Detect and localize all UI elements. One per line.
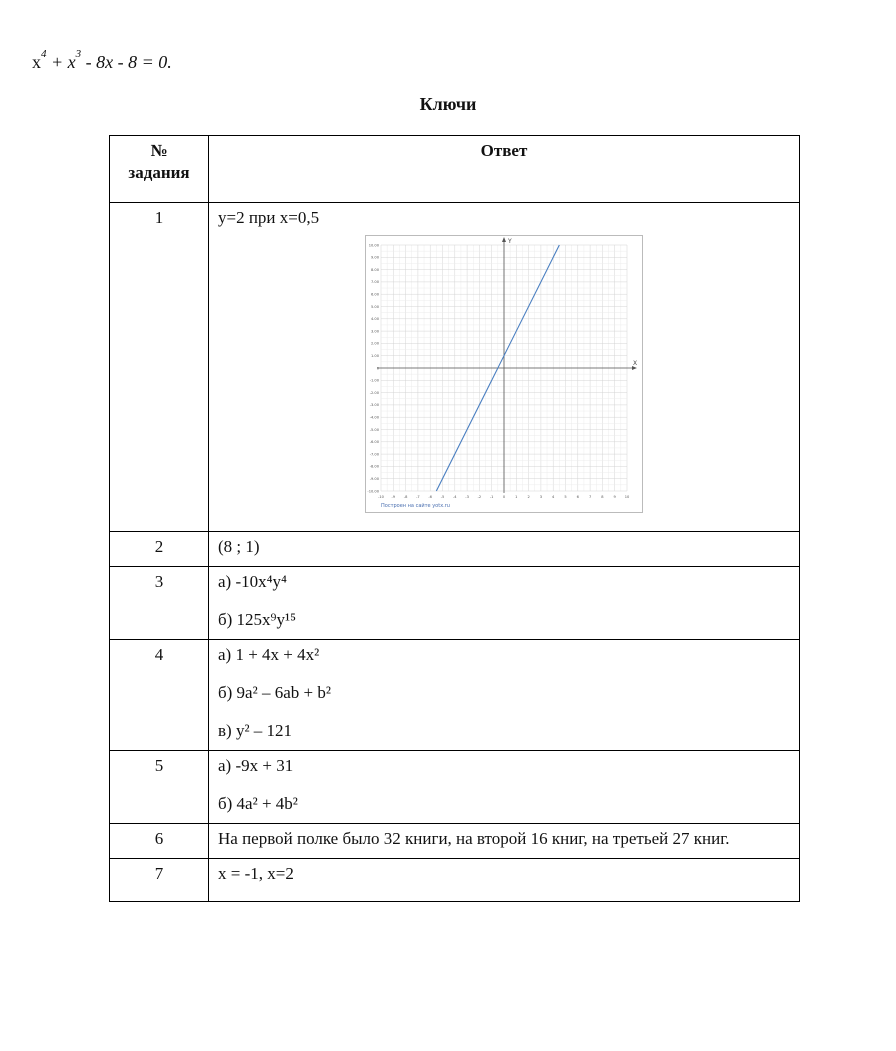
x-tick-label: -6 bbox=[428, 495, 432, 499]
x-tick-label: -4 bbox=[453, 495, 457, 499]
equation bbox=[32, 48, 172, 73]
answer-line: б) 125x⁹y¹⁵ bbox=[218, 610, 297, 629]
y-tick-label: 2.00 bbox=[370, 341, 379, 346]
y-tick-label: -1.00 bbox=[369, 378, 379, 383]
y-tick-label: -8.00 bbox=[369, 464, 379, 469]
x-tick-label: -1 bbox=[489, 495, 494, 499]
answer-line: На первой полке было 32 книги, на второй 16 книг, на третьей 27 книг. bbox=[218, 829, 730, 848]
table-header-row bbox=[110, 136, 800, 203]
eq-exp: 4 bbox=[41, 48, 47, 60]
table-row bbox=[110, 824, 800, 859]
x-tick-label: -10 bbox=[378, 495, 384, 499]
row-number: 3 bbox=[110, 567, 209, 640]
row-number: 7 bbox=[110, 859, 209, 902]
y-tick-label: -9.00 bbox=[369, 477, 379, 481]
y-tick-label: 3.00 bbox=[370, 329, 379, 334]
table-row bbox=[110, 567, 800, 640]
y-tick-label: -2.00 bbox=[369, 390, 379, 395]
eq-exp: 3 bbox=[75, 48, 82, 60]
answer-line: в) y² – 121 bbox=[218, 721, 293, 740]
table-row bbox=[110, 751, 800, 824]
x-tick-label: -5 bbox=[440, 495, 445, 499]
eq-part: - 8x - 8 = 0. bbox=[81, 52, 172, 72]
row-answer bbox=[209, 203, 800, 532]
x-tick-label: 7 bbox=[588, 495, 592, 499]
answer-line: а) -9x + 31 bbox=[218, 756, 294, 775]
header-answer: Ответ bbox=[209, 136, 800, 203]
row-answer bbox=[209, 532, 800, 567]
x-tick-label: 3 bbox=[539, 495, 543, 499]
header-number: № задания bbox=[110, 136, 209, 203]
x-tick-label: 10 bbox=[624, 495, 630, 499]
x-tick-label: -3 bbox=[465, 495, 469, 499]
y-tick-label: -10.00 bbox=[367, 489, 379, 494]
x-tick-label: -8 bbox=[403, 495, 408, 499]
table-row bbox=[110, 532, 800, 567]
answer-line: x = -1, x=2 bbox=[218, 864, 294, 883]
x-axis-label: X bbox=[633, 360, 638, 367]
row-number: 1 bbox=[110, 203, 209, 532]
eq-part: x bbox=[32, 52, 41, 72]
table-row bbox=[110, 640, 800, 751]
y-tick-label: 6.00 bbox=[370, 292, 379, 297]
row-answer bbox=[209, 824, 800, 859]
row-number: 4 bbox=[110, 640, 209, 751]
row-answer bbox=[209, 640, 800, 751]
answer-line: б) 4a² + 4b² bbox=[218, 794, 298, 813]
row-number: 5 bbox=[110, 751, 209, 824]
table-row bbox=[110, 859, 800, 902]
answer-line: а) -10x⁴y⁴ bbox=[218, 572, 287, 591]
answers-table bbox=[109, 135, 800, 902]
row-answer bbox=[209, 567, 800, 640]
y-tick-label: 1.00 bbox=[370, 354, 379, 358]
y-axis-label: Y bbox=[508, 238, 512, 245]
x-tick-label: 9 bbox=[613, 495, 616, 499]
x-tick-label: 8 bbox=[601, 495, 604, 499]
y-tick-label: -7.00 bbox=[369, 452, 379, 457]
row-answer bbox=[209, 751, 800, 824]
answer-line: а) 1 + 4x + 4x² bbox=[218, 645, 320, 664]
row-number: 2 bbox=[110, 532, 209, 567]
y-tick-label: 9.00 bbox=[370, 255, 379, 260]
row-answer bbox=[209, 859, 800, 902]
y-tick-label: 4.00 bbox=[370, 317, 379, 322]
graph-footer: Построен на сайте yotx.ru bbox=[381, 503, 450, 509]
x-tick-label: -7 bbox=[416, 495, 420, 499]
page-title: Ключи bbox=[419, 94, 477, 114]
y-tick-label: -4.00 bbox=[369, 415, 379, 420]
y-tick-label: 5.00 bbox=[370, 304, 379, 309]
y-tick-label: 7.00 bbox=[370, 280, 379, 285]
eq-part: + x bbox=[46, 52, 76, 72]
x-tick-label: -2 bbox=[477, 495, 482, 499]
y-tick-label: -6.00 bbox=[369, 440, 379, 445]
answer-line: (8 ; 1) bbox=[218, 537, 260, 556]
table-row bbox=[110, 203, 800, 532]
line-graph bbox=[365, 235, 643, 513]
y-tick-label: 10.00 bbox=[368, 243, 379, 248]
y-tick-label: -5.00 bbox=[369, 427, 379, 432]
x-tick-label: 2 bbox=[527, 495, 530, 499]
x-tick-label: -9 bbox=[391, 495, 396, 499]
x-tick-label: 1 bbox=[515, 495, 518, 499]
x-tick-label: 0 bbox=[502, 495, 506, 499]
y-tick-label: 0 bbox=[376, 366, 379, 371]
answer-line: б) 9a² – 6ab + b² bbox=[218, 683, 331, 702]
row-number: 6 bbox=[110, 824, 209, 859]
graph-container bbox=[218, 229, 790, 527]
x-tick-label: 5 bbox=[564, 495, 567, 499]
x-tick-label: 4 bbox=[552, 495, 555, 499]
answer-line: y=2 при x=0,5 bbox=[218, 208, 320, 227]
y-tick-label: -3.00 bbox=[369, 403, 379, 408]
y-tick-label: 8.00 bbox=[370, 267, 379, 272]
x-tick-label: 6 bbox=[576, 495, 579, 499]
